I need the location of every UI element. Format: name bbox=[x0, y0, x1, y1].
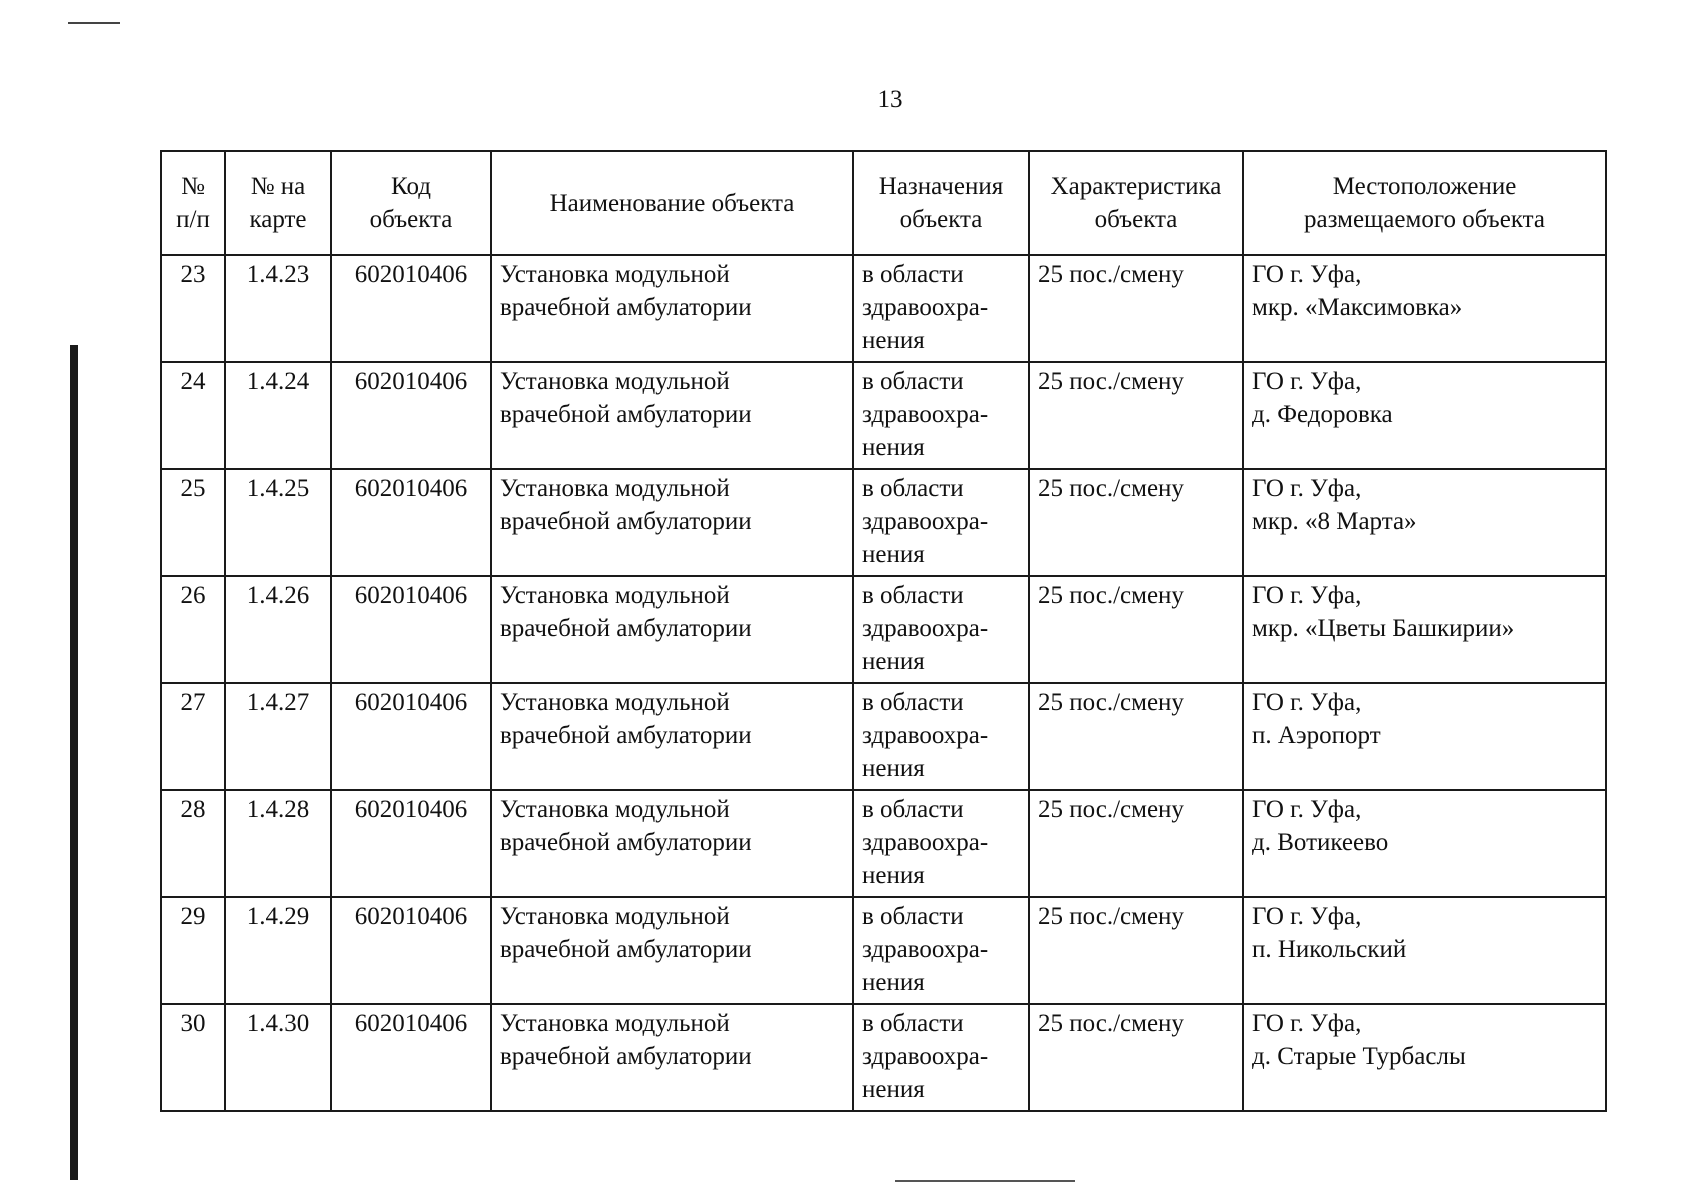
cell-map-number: 1.4.28 bbox=[225, 790, 331, 897]
cell-object-location: ГО г. Уфа, мкр. «8 Марта» bbox=[1243, 469, 1606, 576]
table-row bbox=[161, 576, 1606, 683]
cell-object-code: 602010406 bbox=[331, 897, 491, 1004]
cell-object-location: ГО г. Уфа, д. Федоровка bbox=[1243, 362, 1606, 469]
cell-row-number: 25 bbox=[161, 469, 225, 576]
cell-object-name: Установка модульной врачебной амбулатории bbox=[491, 1004, 853, 1111]
header-object-location: Местоположение размещаемого объекта bbox=[1243, 151, 1606, 255]
cell-object-name: Установка модульной врачебной амбулатории bbox=[491, 683, 853, 790]
cell-object-location: ГО г. Уфа, мкр. «Цветы Башкирии» bbox=[1243, 576, 1606, 683]
cell-row-number: 28 bbox=[161, 790, 225, 897]
cell-object-characteristic: 25 пос./смену bbox=[1029, 1004, 1243, 1111]
scan-artifact-bottom bbox=[895, 1180, 1075, 1182]
cell-row-number: 26 bbox=[161, 576, 225, 683]
cell-object-name: Установка модульной врачебной амбулатории bbox=[491, 576, 853, 683]
cell-object-location: ГО г. Уфа, п. Аэропорт bbox=[1243, 683, 1606, 790]
cell-object-purpose: в области здравоохра- нения bbox=[853, 1004, 1029, 1111]
cell-object-location: ГО г. Уфа, д. Вотикеево bbox=[1243, 790, 1606, 897]
header-object-code: Код объекта bbox=[331, 151, 491, 255]
cell-row-number: 23 bbox=[161, 255, 225, 362]
cell-object-name: Установка модульной врачебной амбулатории bbox=[491, 255, 853, 362]
page-number: 13 bbox=[877, 86, 903, 113]
table-row bbox=[161, 790, 1606, 897]
cell-row-number: 30 bbox=[161, 1004, 225, 1111]
cell-map-number: 1.4.26 bbox=[225, 576, 331, 683]
header-object-characteristic: Характеристика объекта bbox=[1029, 151, 1243, 255]
cell-map-number: 1.4.23 bbox=[225, 255, 331, 362]
cell-map-number: 1.4.24 bbox=[225, 362, 331, 469]
cell-object-characteristic: 25 пос./смену bbox=[1029, 897, 1243, 1004]
cell-object-purpose: в области здравоохра- нения bbox=[853, 255, 1029, 362]
table-row bbox=[161, 683, 1606, 790]
cell-object-code: 602010406 bbox=[331, 790, 491, 897]
cell-object-name: Установка модульной врачебной амбулатории bbox=[491, 897, 853, 1004]
cell-object-code: 602010406 bbox=[331, 683, 491, 790]
cell-row-number: 29 bbox=[161, 897, 225, 1004]
table-row bbox=[161, 362, 1606, 469]
table-header-row bbox=[161, 151, 1606, 255]
cell-map-number: 1.4.27 bbox=[225, 683, 331, 790]
cell-object-purpose: в области здравоохра- нения bbox=[853, 790, 1029, 897]
cell-object-location: ГО г. Уфа, мкр. «Максимовка» bbox=[1243, 255, 1606, 362]
cell-map-number: 1.4.29 bbox=[225, 897, 331, 1004]
cell-object-characteristic: 25 пос./смену bbox=[1029, 469, 1243, 576]
cell-row-number: 24 bbox=[161, 362, 225, 469]
header-object-name: Наименование объекта bbox=[491, 151, 853, 255]
cell-object-characteristic: 25 пос./смену bbox=[1029, 683, 1243, 790]
cell-object-location: ГО г. Уфа, д. Старые Турбаслы bbox=[1243, 1004, 1606, 1111]
cell-object-code: 602010406 bbox=[331, 469, 491, 576]
cell-object-location: ГО г. Уфа, п. Никольский bbox=[1243, 897, 1606, 1004]
cell-object-name: Установка модульной врачебной амбулатории bbox=[491, 790, 853, 897]
cell-object-characteristic: 25 пос./смену bbox=[1029, 255, 1243, 362]
cell-object-purpose: в области здравоохра- нения bbox=[853, 576, 1029, 683]
table-row bbox=[161, 897, 1606, 1004]
cell-object-purpose: в области здравоохра- нения bbox=[853, 469, 1029, 576]
cell-object-purpose: в области здравоохра- нения bbox=[853, 362, 1029, 469]
cell-object-name: Установка модульной врачебной амбулатории bbox=[491, 362, 853, 469]
cell-object-name: Установка модульной врачебной амбулатории bbox=[491, 469, 853, 576]
cell-map-number: 1.4.25 bbox=[225, 469, 331, 576]
cell-row-number: 27 bbox=[161, 683, 225, 790]
cell-object-characteristic: 25 пос./смену bbox=[1029, 362, 1243, 469]
header-map-number: № на карте bbox=[225, 151, 331, 255]
cell-object-characteristic: 25 пос./смену bbox=[1029, 790, 1243, 897]
cell-object-code: 602010406 bbox=[331, 1004, 491, 1111]
header-row-number: № п/п bbox=[161, 151, 225, 255]
table-row bbox=[161, 255, 1606, 362]
cell-object-code: 602010406 bbox=[331, 576, 491, 683]
cell-object-characteristic: 25 пос./смену bbox=[1029, 576, 1243, 683]
table-row bbox=[161, 1004, 1606, 1111]
cell-object-code: 602010406 bbox=[331, 362, 491, 469]
objects-table bbox=[160, 150, 1607, 1112]
scan-artifact-top bbox=[68, 22, 120, 24]
table-row bbox=[161, 469, 1606, 576]
cell-map-number: 1.4.30 bbox=[225, 1004, 331, 1111]
header-object-purpose: Назначения объекта bbox=[853, 151, 1029, 255]
cell-object-purpose: в области здравоохра- нения bbox=[853, 683, 1029, 790]
cell-object-purpose: в области здравоохра- нения bbox=[853, 897, 1029, 1004]
cell-object-code: 602010406 bbox=[331, 255, 491, 362]
scan-binding-edge bbox=[70, 345, 78, 1180]
